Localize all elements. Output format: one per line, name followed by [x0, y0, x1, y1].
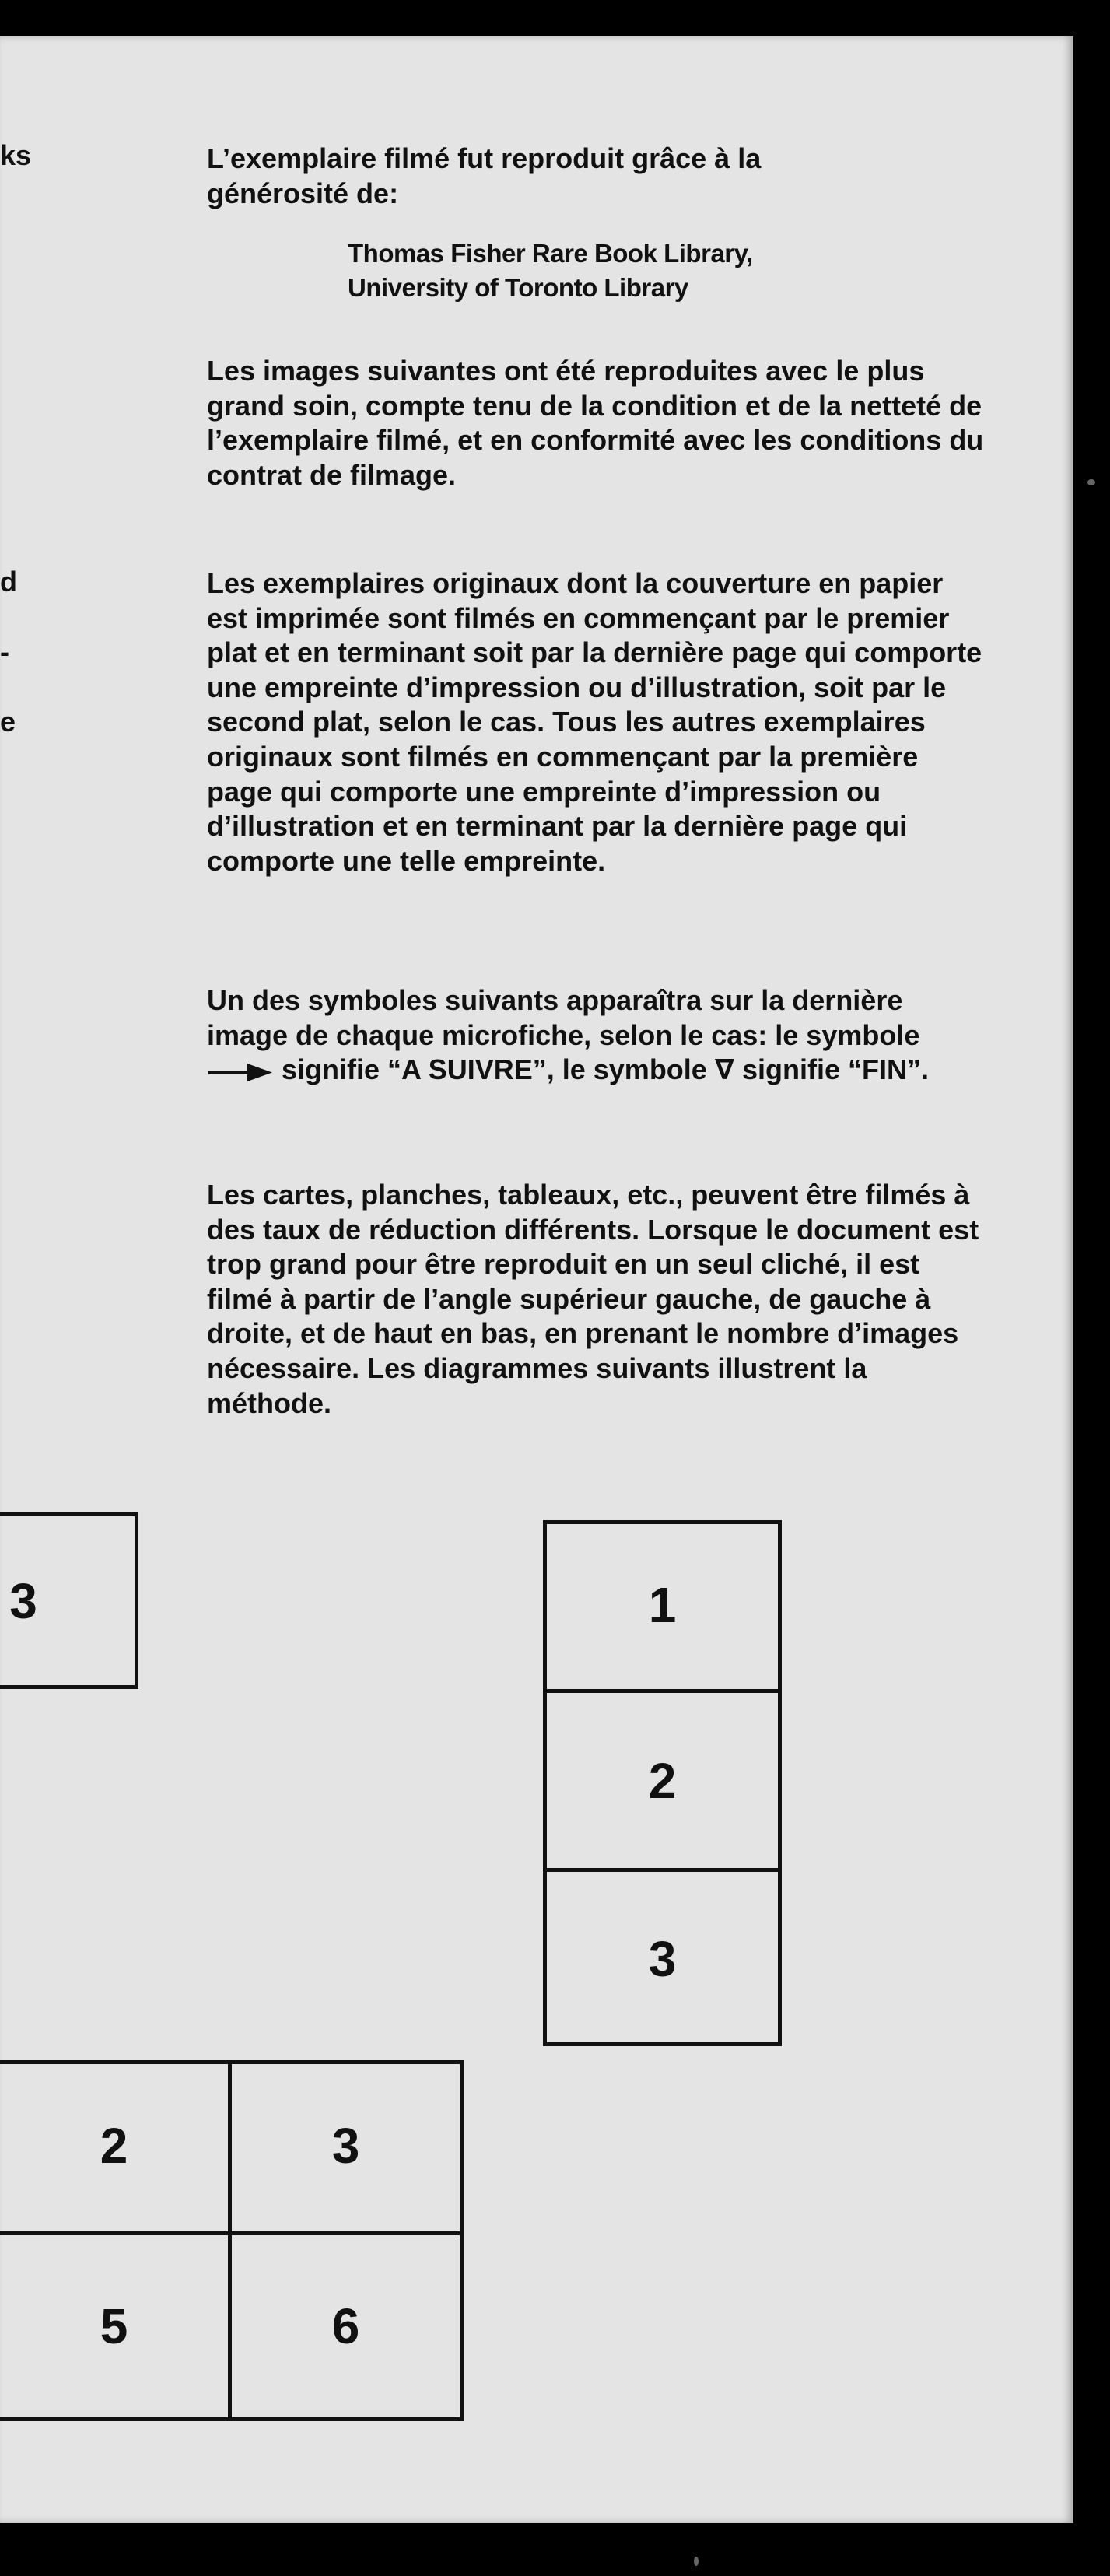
edge-fragment: e: [0, 706, 16, 738]
paragraph-originals: Les exemplaires originaux dont la couverture en papier est imprimée sont filmés en commençant par le premier plat et en terminant soit par la dernière page qui comporte une empreinte d’impression ou d’illustration, soit par le second plat, selon le cas. Tous les autres exemplaires originaux sont filmés en commençant par la première page qui comporte une empreinte d’impression ou d’illustration et en terminant par la dernière page qui comporte une telle empreinte.: [207, 567, 982, 877]
credit-line-1: Thomas Fisher Rare Book Library,: [348, 239, 753, 268]
credit-line-2: University of Toronto Library: [348, 273, 688, 302]
film-speck: [1087, 479, 1095, 485]
diagram-vertical-cell-2: 2: [648, 1752, 677, 1809]
symbols-text-2: signifie “A SUIVRE”, le symbole: [282, 1053, 707, 1086]
edge-fragment: -: [0, 636, 9, 668]
intro-text: L’exemplaire filmé fut reproduit grâce à la générosité de:: [207, 142, 762, 209]
paragraph-maps: Les cartes, planches, tableaux, etc., peuvent être filmés à des taux de réduction différents. Lorsque le document est trop grand pour être reproduit en un seul cliché, il est filmé à partir de l’angle supérieur gauche, de gauche à droite, et de haut en bas, en prenant le nombre d’images nécessaire. Les diagrammes suivants illustrent la méthode.: [207, 1179, 979, 1419]
edge-fragment: d: [0, 566, 17, 598]
paragraph-images: Les images suivantes ont été reproduites avec le plus grand soin, compte tenu de la condition et de la netteté de l’exemplaire filmé, et en conformité avec les conditions du contrat de filmage.: [207, 355, 984, 491]
symbols-text-3: signifie “FIN”.: [741, 1053, 929, 1086]
diagram-grid-cell-3: 3: [331, 2118, 360, 2174]
film-page: [0, 36, 1073, 2523]
diagram-grid-cell-6: 6: [331, 2298, 360, 2354]
triangle-symbol-icon: ∇: [714, 1053, 734, 1086]
paragraph-symbols: [207, 983, 985, 1088]
diagram-grid-cell-5: 5: [100, 2298, 128, 2354]
diagram-vertical-cell-1: 1: [648, 1576, 677, 1633]
diagram-grid-cell-2: 2: [100, 2118, 128, 2174]
diagram-vertical-cell-3: 3: [648, 1931, 677, 1987]
diagram-cell-3: 3: [9, 1572, 37, 1629]
edge-fragment: ks: [0, 139, 32, 171]
film-speck: [694, 2557, 699, 2566]
library-credit: [348, 237, 970, 305]
arrow-symbol-icon: [207, 1060, 274, 1084]
symbols-text-1: Un des symboles suivants apparaîtra sur la dernière image de chaque microfiche, selon le cas: le symbole: [207, 984, 920, 1051]
